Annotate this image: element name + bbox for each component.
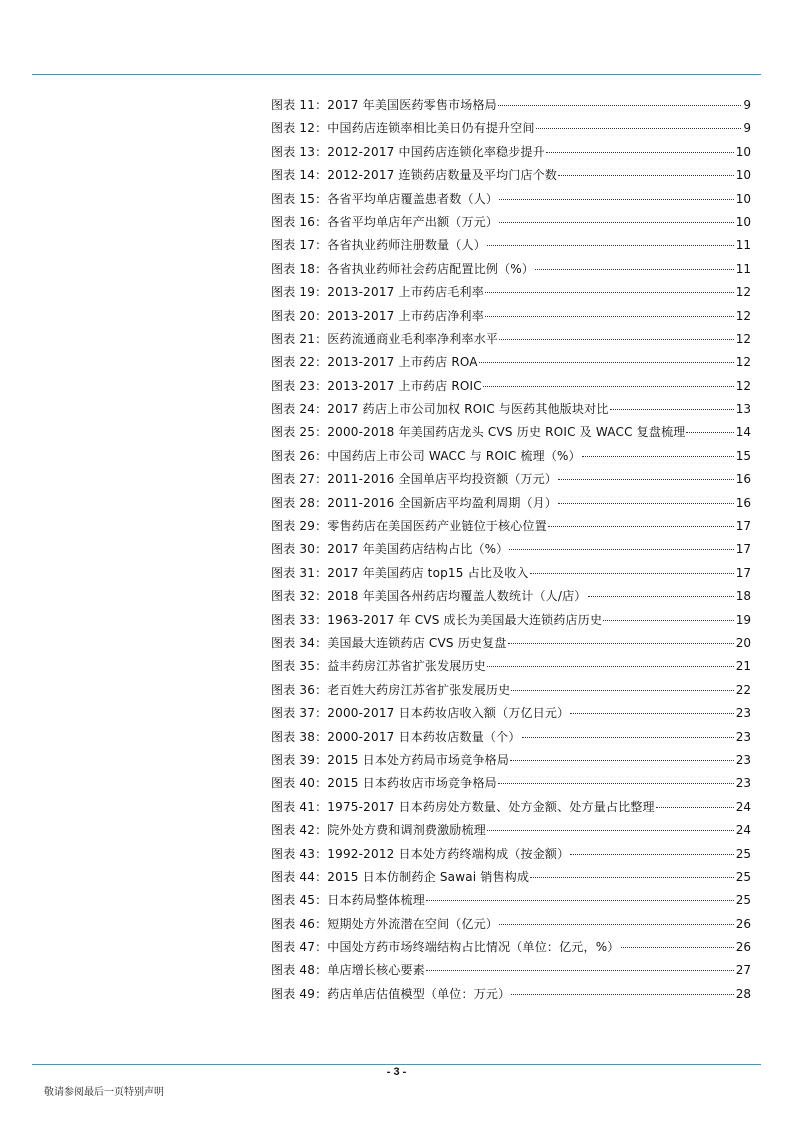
toc-dot-leader (499, 924, 734, 925)
toc-entry-label: 图表 15： (271, 191, 328, 206)
toc-entry-page: 15 (735, 448, 751, 463)
toc-entry-title (271, 655, 486, 678)
toc-entry-title (271, 819, 486, 842)
toc-entry[interactable] (271, 843, 751, 866)
toc-entry-page: 12 (735, 378, 751, 393)
toc-entry-text: 零售药店在美国医药产业链位于核心位置 (327, 519, 547, 534)
toc-entry-label: 图表 28： (271, 495, 328, 510)
toc-entry-page: 10 (735, 144, 751, 159)
toc-entry[interactable] (271, 726, 751, 749)
toc-dot-leader (426, 970, 734, 971)
toc-entry-title (271, 398, 609, 421)
toc-entry-title (271, 328, 498, 351)
toc-entry[interactable] (271, 702, 751, 725)
toc-entry[interactable] (271, 655, 751, 678)
toc-entry-page: 23 (735, 776, 751, 791)
toc-entry-label: 图表 30： (271, 542, 328, 557)
toc-entry-label: 图表 36： (271, 682, 328, 697)
toc-entry-label: 图表 27： (271, 472, 328, 487)
toc-entry-title (271, 351, 478, 374)
toc-entry-title (271, 281, 484, 304)
toc-dot-leader (511, 994, 733, 995)
toc-entry[interactable] (271, 468, 751, 491)
toc-entry-page: 11 (735, 238, 751, 253)
toc-entry-page: 18 (735, 589, 751, 604)
toc-entry-label: 图表 38： (271, 729, 328, 744)
toc-dot-leader (511, 690, 733, 691)
toc-dot-leader (570, 854, 733, 855)
toc-entry[interactable] (271, 117, 751, 140)
toc-entry-text: 2013-2017 上市药店毛利率 (327, 285, 484, 300)
toc-entry-text: 1963-2017 年 CVS 成长为美国最大连锁药店历史 (327, 612, 603, 627)
toc-dot-leader (487, 245, 734, 246)
toc-entry-label: 图表 44： (271, 869, 328, 884)
toc-entry[interactable] (271, 305, 751, 328)
toc-entry[interactable] (271, 141, 751, 164)
toc-entry[interactable] (271, 749, 751, 772)
toc-entry-page: 26 (735, 940, 751, 955)
toc-entry[interactable] (271, 936, 751, 959)
toc-entry-text: 美国最大连锁药店 CVS 历史复盘 (327, 635, 507, 650)
toc-entry-title (271, 211, 498, 234)
toc-entry-label: 图表 33： (271, 612, 328, 627)
toc-entry[interactable] (271, 796, 751, 819)
toc-entry-label: 图表 29： (271, 519, 328, 534)
toc-entry-title (271, 164, 557, 187)
toc-entry[interactable] (271, 188, 751, 211)
toc-entry-page: 9 (743, 98, 751, 112)
toc-entry-label: 图表 18： (271, 261, 328, 276)
toc-dot-leader (535, 269, 734, 270)
toc-entry-label: 图表 37： (271, 706, 328, 721)
toc-entry-title (271, 983, 510, 1006)
toc-dot-leader (479, 362, 734, 363)
toc-dot-leader (499, 222, 734, 223)
toc-entry-page: 17 (735, 542, 751, 557)
toc-dot-leader (546, 152, 734, 153)
toc-entry-title (271, 234, 486, 257)
toc-entry-title (271, 843, 569, 866)
page-number: - 3 - (386, 1066, 407, 1078)
toc-entry[interactable] (271, 258, 751, 281)
toc-entry-title (271, 468, 557, 491)
toc-entry-page: 19 (735, 612, 751, 627)
toc-entry-page: 10 (735, 168, 751, 183)
toc-entry-title (271, 866, 529, 889)
toc-entry-text: 各省执业药师注册数量（人） (327, 238, 486, 253)
toc-entry-text: 药店单店估值模型（单位：万元） (327, 986, 511, 1001)
toc-entry[interactable] (271, 398, 751, 421)
toc-dot-leader (536, 128, 742, 129)
toc-entry-page: 9 (743, 121, 751, 136)
toc-dot-leader (485, 316, 734, 317)
toc-dot-leader (582, 456, 734, 457)
toc-entry-text: 2000-2017 日本药妆店数量（个） (327, 729, 521, 744)
toc-entry-page: 21 (735, 659, 751, 674)
toc-entry-text: 中国药店连锁率相比美日仍有提升空间 (327, 121, 535, 136)
toc-entry-label: 图表 41： (271, 799, 328, 814)
toc-entry[interactable] (271, 632, 751, 655)
toc-entry-label: 图表 42： (271, 823, 328, 838)
toc-entry-text: 中国处方药市场终端结构占比情况（单位：亿元，%） (327, 940, 620, 955)
toc-dot-leader (522, 737, 734, 738)
toc-entry-text: 2013-2017 上市药店净利率 (327, 308, 484, 323)
toc-entry-title (271, 562, 529, 585)
toc-entry[interactable] (271, 562, 751, 585)
toc-entry-text: 2000-2017 日本药妆店收入额（万亿日元） (327, 706, 570, 721)
toc-entry[interactable] (271, 983, 751, 1006)
toc-entry-label: 图表 32： (271, 589, 328, 604)
toc-entry-page: 10 (735, 214, 751, 229)
toc-dot-leader (610, 409, 734, 410)
toc-entry-text: 中国药店上市公司 WACC 与 ROIC 梳理（%） (327, 448, 581, 463)
toc-entry-page: 12 (735, 308, 751, 323)
toc-entry-title (271, 702, 569, 725)
toc-entry-title (271, 913, 498, 936)
toc-entry-title (271, 585, 587, 608)
toc-entry[interactable] (271, 375, 751, 398)
toc-entry-page: 22 (735, 682, 751, 697)
toc-entry-title (271, 889, 425, 912)
toc-entry-text: 院外处方费和调剂费激励梳理 (327, 823, 486, 838)
toc-entry-text: 各省平均单店年产出额（万元） (327, 214, 499, 229)
toc-entry-page: 23 (735, 706, 751, 721)
toc-entry[interactable] (271, 772, 751, 795)
footer-rule (32, 1064, 761, 1065)
toc-entry-label: 图表 17： (271, 238, 328, 253)
toc-dot-leader (499, 339, 734, 340)
toc-entry-page: 16 (735, 472, 751, 487)
toc-entry-title (271, 726, 521, 749)
toc-dot-leader (499, 199, 734, 200)
toc-entry-page: 14 (735, 425, 751, 440)
toc-dot-leader (558, 503, 734, 504)
toc-entry-label: 图表 14： (271, 168, 328, 183)
toc-entry-title (271, 632, 507, 655)
toc-entry-page: 12 (735, 331, 751, 346)
toc-entry-label: 图表 26： (271, 448, 328, 463)
toc-entry-label: 图表 31： (271, 565, 328, 580)
toc-entry-title (271, 188, 498, 211)
header-rule (32, 74, 761, 75)
toc-entry-text: 2013-2017 上市药店 ROIC (327, 378, 482, 393)
toc-entry-label: 图表 16： (271, 214, 328, 229)
toc-entry-label: 图表 46： (271, 916, 328, 931)
toc-entry-title (271, 258, 534, 281)
toc-entry-title (271, 117, 535, 140)
toc-entry-label: 图表 24： (271, 402, 328, 417)
toc-entry-title (271, 538, 508, 561)
toc-entry-page: 27 (735, 963, 751, 978)
toc-entry-label: 图表 43： (271, 846, 328, 861)
toc-entry-page: 23 (735, 729, 751, 744)
toc-dot-leader (686, 432, 733, 433)
toc-entry[interactable] (271, 889, 751, 912)
toc-entry-label: 图表 25： (271, 425, 328, 440)
toc-entry-text: 2018 年美国各州药店均覆盖人数统计（人/店） (327, 589, 587, 604)
toc-entry-label: 图表 22： (271, 355, 328, 370)
toc-entry-text: 2011-2016 全国单店平均投资额（万元） (327, 472, 558, 487)
toc-entry-page: 24 (735, 799, 751, 814)
toc-dot-leader (508, 643, 734, 644)
toc-entry-text: 日本药局整体梳理 (327, 893, 425, 908)
toc-entry-text: 2015 日本药妆店市场竞争格局 (327, 776, 497, 791)
toc-dot-leader (510, 760, 734, 761)
toc-entry-page: 17 (735, 519, 751, 534)
toc-entry-text: 1992-2012 日本处方药终端构成（按金额） (327, 846, 570, 861)
toc-entry-page: 11 (735, 261, 751, 276)
toc-entry[interactable] (271, 538, 751, 561)
toc-entry-title (271, 796, 655, 819)
toc-entry-page: 13 (735, 402, 751, 417)
toc-entry-label: 图表 20： (271, 308, 328, 323)
toc-entry-label: 图表 11： (271, 98, 328, 112)
toc-entry[interactable] (271, 421, 751, 444)
toc-dot-leader (558, 175, 734, 176)
toc-dot-leader (509, 549, 733, 550)
toc-entry-page: 28 (735, 986, 751, 1001)
toc-entry-title (271, 141, 545, 164)
toc-entry-text: 2017 药店上市公司加权 ROIC 与医药其他版块对比 (327, 402, 609, 417)
toc-entry-text: 短期处方外流潜在空间（亿元） (327, 916, 499, 931)
toc-dot-leader (483, 386, 734, 387)
toc-entry-title (271, 421, 685, 444)
toc-dot-leader (530, 877, 734, 878)
toc-entry-label: 图表 45： (271, 893, 328, 908)
toc-entry-text: 各省执业药师社会药店配置比例（%） (327, 261, 535, 276)
toc-entry-page: 26 (735, 916, 751, 931)
toc-entry-text: 各省平均单店覆盖患者数（人） (327, 191, 499, 206)
toc-entry-page: 25 (735, 893, 751, 908)
toc-entry[interactable] (271, 913, 751, 936)
toc-entry-text: 2012-2017 连锁药店数量及平均门店个数 (327, 168, 558, 183)
disclaimer-note: 敬请参阅最后一页特别声明 (44, 1087, 164, 1098)
toc-entry-title (271, 772, 497, 795)
toc-entry-label: 图表 47： (271, 940, 328, 955)
toc-dot-leader (487, 666, 734, 667)
toc-entry[interactable] (271, 959, 751, 982)
toc-entry-label: 图表 19： (271, 285, 328, 300)
toc-entry-title (271, 515, 547, 538)
toc-entry-page: 17 (735, 565, 751, 580)
toc-dot-leader (603, 620, 734, 621)
toc-entry-title (271, 305, 484, 328)
toc-entry-title (271, 749, 509, 772)
toc-dot-leader (621, 947, 734, 948)
toc-entry-title (271, 492, 557, 515)
toc-entry-label: 图表 34： (271, 635, 328, 650)
toc-entry[interactable] (271, 609, 751, 632)
toc-entry[interactable] (271, 819, 751, 842)
toc-dot-leader (656, 807, 734, 808)
toc-entry-text: 2000-2018 年美国药店龙头 CVS 历史 ROIC 及 WACC 复盘梳理 (327, 425, 686, 440)
toc-entry-page: 24 (735, 823, 751, 838)
toc-entry-text: 2017 年美国药店 top15 占比及收入 (327, 565, 529, 580)
toc-dot-leader (588, 596, 734, 597)
toc-dot-leader (498, 783, 734, 784)
toc-entry-page: 16 (735, 495, 751, 510)
toc-entry[interactable] (271, 445, 751, 468)
toc-entry[interactable] (271, 492, 751, 515)
toc-entry-text: 2017 年美国药店结构占比（%） (327, 542, 509, 557)
toc-entry[interactable] (271, 94, 751, 117)
toc-entry-title (271, 445, 581, 468)
toc-entry-text: 1975-2017 日本药房处方数量、处方金额、处方量占比整理 (327, 799, 655, 814)
toc-entry-text: 2015 日本处方药局市场竞争格局 (327, 752, 510, 767)
toc-entry-page: 25 (735, 846, 751, 861)
toc-dot-leader (548, 526, 734, 527)
toc-entry-label: 图表 21： (271, 331, 328, 346)
toc-entry-text: 益丰药房江苏省扩张发展历史 (327, 659, 486, 674)
toc-entry-title (271, 679, 510, 702)
toc-entry-title (271, 94, 497, 117)
toc-entry-text: 2015 日本仿制药企 Sawai 销售构成 (327, 869, 530, 884)
toc-dot-leader (426, 900, 734, 901)
toc-entry-page: 12 (735, 285, 751, 300)
toc-entry-text: 2017 年美国医药零售市场格局 (327, 98, 497, 112)
toc-entry-title (271, 959, 425, 982)
toc-entry[interactable] (271, 585, 751, 608)
toc-entry[interactable] (271, 234, 751, 257)
toc-entry[interactable] (271, 281, 751, 304)
toc-entry-text: 医药流通商业毛利率净利率水平 (327, 331, 499, 346)
toc-entry-text: 2012-2017 中国药店连锁化率稳步提升 (327, 144, 545, 159)
toc-entry-page: 23 (735, 752, 751, 767)
toc-entry-page: 25 (735, 869, 751, 884)
toc-entry-label: 图表 13： (271, 144, 328, 159)
toc-dot-leader (485, 292, 734, 293)
toc-entry-title (271, 609, 602, 632)
toc-entry-label: 图表 23： (271, 378, 328, 393)
toc-entry[interactable] (271, 211, 751, 234)
toc-entry-page: 12 (735, 355, 751, 370)
toc-entry[interactable] (271, 164, 751, 187)
table-of-figures (271, 94, 751, 1006)
toc-entry-title (271, 936, 620, 959)
toc-entry-page: 10 (735, 191, 751, 206)
toc-entry[interactable] (271, 866, 751, 889)
toc-entry-label: 图表 49： (271, 986, 328, 1001)
toc-entry-title (271, 375, 482, 398)
toc-entry-label: 图表 48： (271, 963, 328, 978)
toc-entry-label: 图表 12： (271, 121, 328, 136)
toc-dot-leader (498, 105, 742, 106)
toc-entry[interactable] (271, 328, 751, 351)
toc-entry-text: 老百姓大药房江苏省扩张发展历史 (327, 682, 511, 697)
toc-entry[interactable] (271, 679, 751, 702)
toc-dot-leader (487, 830, 734, 831)
toc-entry-text: 2011-2016 全国新店平均盈利周期（月） (327, 495, 558, 510)
toc-entry-text: 2013-2017 上市药店 ROA (327, 355, 478, 370)
toc-dot-leader (558, 479, 734, 480)
toc-entry-text: 单店增长核心要素 (327, 963, 425, 978)
toc-dot-leader (530, 573, 734, 574)
toc-entry-page: 20 (735, 635, 751, 650)
toc-entry-label: 图表 39： (271, 752, 328, 767)
toc-entry[interactable] (271, 351, 751, 374)
toc-entry-label: 图表 35： (271, 659, 328, 674)
toc-entry[interactable] (271, 515, 751, 538)
toc-entry-label: 图表 40： (271, 776, 328, 791)
toc-dot-leader (570, 713, 733, 714)
